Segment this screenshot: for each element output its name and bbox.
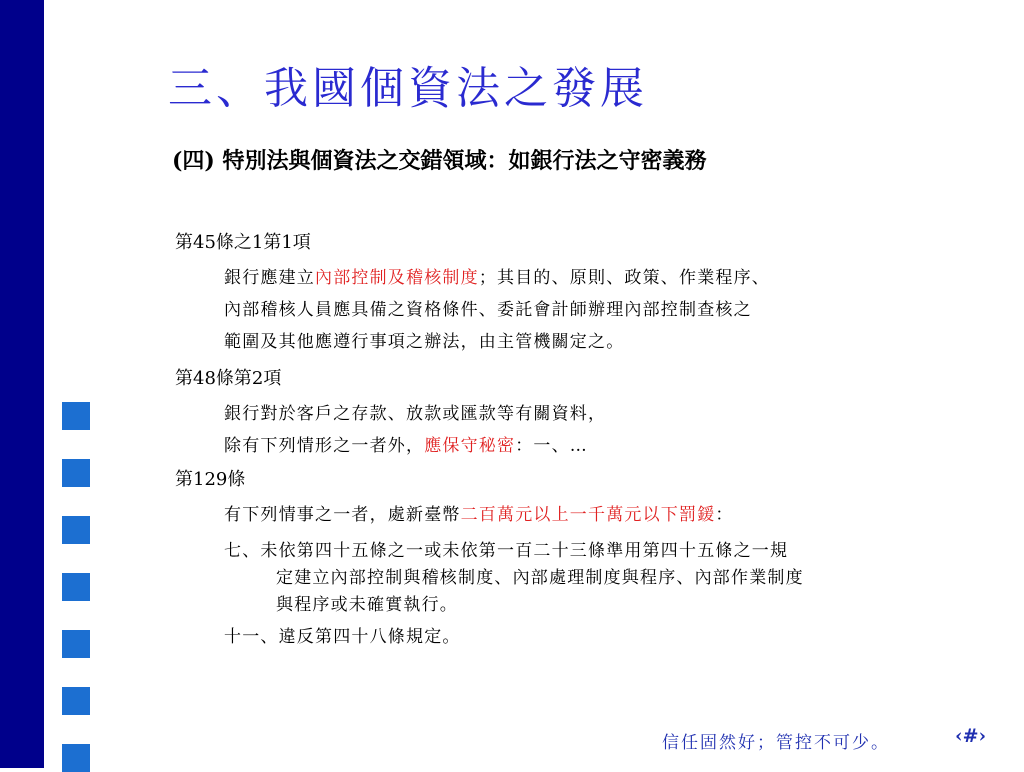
decorative-square [62,573,90,601]
left-sidebar-bar [0,0,44,768]
article-129-line-1-rest: ： [715,505,734,525]
article-129-item-7-line-1: 七、未依第四十五條之一或未依第一百二十三條準用第四十五條之一規 [224,541,789,561]
article-129-item-7-line-2: 定建立內部控制與稽核制度、內部處理制度與程序、內部作業制度 [276,568,804,588]
article-45-line-1 [224,263,770,288]
decorative-square [62,402,90,430]
article-45-line-2: 內部稽核人員應具備之資格條件、委託會計師辦理內部控制查核之 [224,300,752,320]
highlight-keep-secret: 應保守秘密 [424,436,516,456]
article-45-heading: 第45條之1第1項 [175,232,311,253]
article-45-line-1-rest: ；其目的、原則、政策、作業程序、 [478,268,771,288]
article-48-line-2 [224,431,588,456]
decorative-square [62,630,90,658]
article-48-line-2-text: 除有下列情形之一者外， [224,436,425,456]
article-45-line-1-text: 銀行應建立 [224,268,315,288]
article-129-item-11: 十一、違反第四十八條規定。 [224,627,461,647]
article-48-line-1: 銀行對於客戶之存款、放款或匯款等有關資料， [224,404,607,424]
article-129-item-7-line-3: 與程序或未確實執行。 [276,595,458,615]
footer-slogan: 信任固然好；管控不可少。 [662,733,890,753]
highlight-fine-amount: 二百萬元以上一千萬元以下罰鍰 [460,505,716,525]
article-129-line-1-text: 有下列情事之一者，處新臺幣 [224,505,461,525]
article-48-line-2-rest: ：一、… [515,436,589,456]
article-45-line-3: 範圍及其他應遵行事項之辦法，由主管機關定之。 [224,332,625,352]
decorative-square [62,459,90,487]
article-129-line-1 [224,500,734,525]
decorative-square [62,687,90,715]
highlight-internal-control: 內部控制及稽核制度 [315,268,479,288]
decorative-square [62,516,90,544]
slide-title: 三、我國個資法之發展 [168,63,648,114]
article-48-heading: 第48條第2項 [175,368,282,389]
slide-subtitle: (四) 特別法與個資法之交錯領域：如銀行法之守密義務 [172,148,707,174]
page-number: ‹#› [955,725,987,747]
article-129-heading: 第129條 [175,469,246,490]
